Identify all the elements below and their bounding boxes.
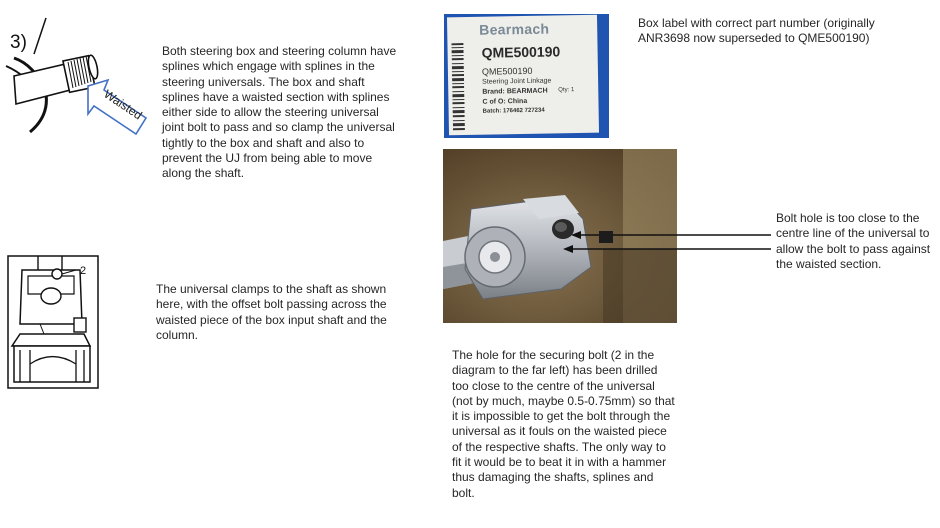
batch-line: Batch: 176462 727234 — [482, 107, 545, 115]
callout-lines — [677, 228, 771, 258]
part-number-small: QME500190 — [481, 65, 533, 77]
hole-drilled-paragraph: The hole for the securing bolt (2 in the diagram to the far left) has been drilled too close to the centre of the universal (not by much, maybe 0.5-0.75mm) so that it is impossible to get the bolt through the universal as it fouls on the waisted piece of the respective shafts. The only way to fit it would be to beat it in with a hammer thus damaging the shafts, splines and bolt. — [452, 348, 675, 500]
origin-line: C of O: China — [482, 97, 528, 106]
box-label-caption: Box label with correct part number (originally ANR3698 now superseded to QME500190) — [638, 16, 875, 46]
brand-line: Brand: BEARMACH — [482, 87, 548, 96]
part-description: Steering Joint Linkage — [482, 77, 552, 86]
part-number-large: QME500190 — [481, 43, 561, 61]
diagram-callout-2: 2 — [80, 265, 87, 277]
qty-line: Qty: 1 — [558, 87, 575, 94]
splines-paragraph: Both steering box and steering column have splines which engage with splines in the steering universals. The box and shaft splines have a waisted section with splines either side to allow the steering universal joint bolt to pass and so clamp the universal tightly to the box and shaft and also to prevent the UJ from being able to move along the shaft. — [162, 44, 397, 181]
diagram-callout-3: 3) — [10, 32, 27, 53]
clamp-paragraph: The universal clamps to the shaft as shown here, with the offset bolt passing across the waisted piece of the box input shaft and the column. — [156, 282, 387, 342]
universal-joint-photo — [443, 149, 677, 323]
box-label-sticker — [447, 15, 599, 136]
barcode — [451, 43, 465, 131]
brand-logo: Bearmach — [479, 20, 550, 38]
clamp-diagram — [0, 254, 100, 392]
waisted-label: Waisted — [101, 86, 145, 123]
spline-shaft-diagram — [0, 14, 150, 142]
box-label-photo — [444, 14, 609, 138]
bolt-hole-caption: Bolt hole is too close to the centre line of the universal to allow the bolt to pass against the waisted section. — [776, 211, 931, 271]
